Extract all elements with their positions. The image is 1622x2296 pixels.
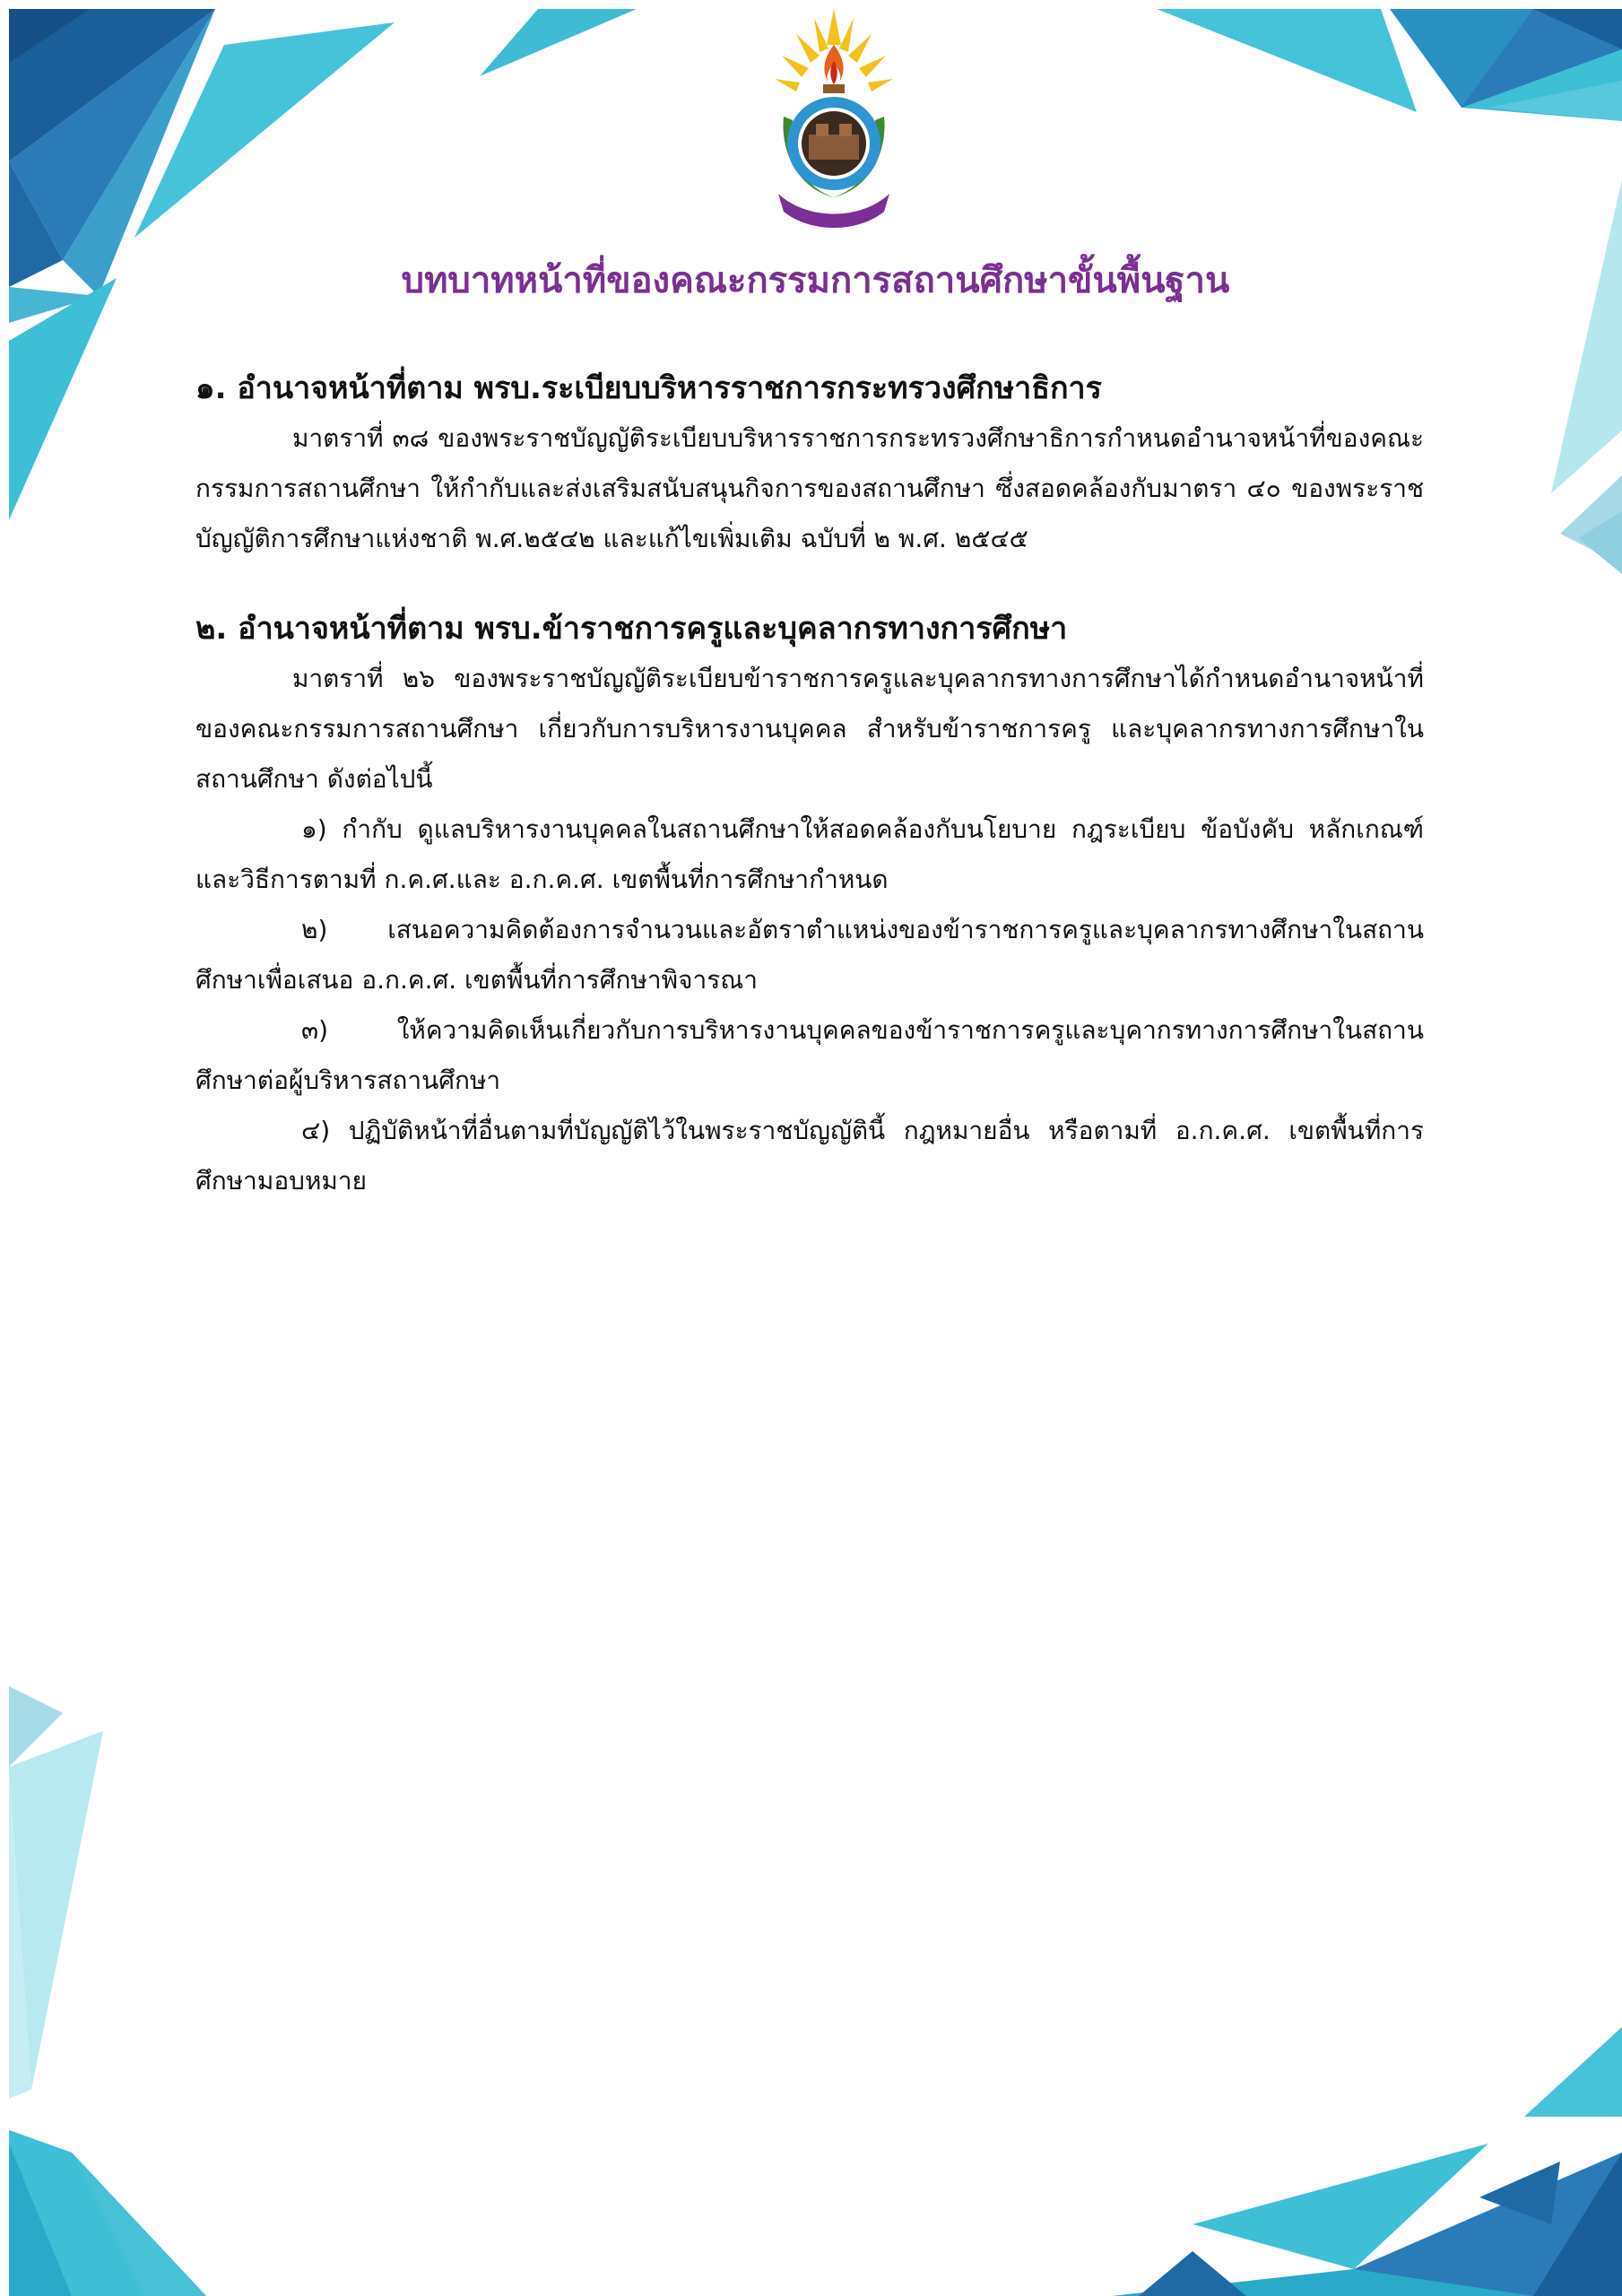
section-2 — [195, 604, 1424, 1206]
document-body — [195, 363, 1424, 1246]
section-1 — [195, 363, 1424, 564]
list-item: ๒) เสนอความคิดต้องการจำนวนและอัตราตำแหน่งของข้าราชการครูและบุคลากรทางศึกษาในสถานศึกษาเพื่อเสนอ อ.ก.ค.ศ. เขตพื้นที่การศึกษาพิจารณา — [195, 915, 1424, 995]
section-heading: ๒. อำนาจหน้าที่ตาม พรบ.ข้าราชการครูและบุคลากรทางการศึกษา — [195, 611, 1068, 647]
document-page — [9, 9, 1622, 2296]
section-paragraph: มาตราที่ ๓๘ ของพระราชบัญญัติระเบียบบริหารราชการกระทรวงศึกษาธิการกำหนดอำนาจหน้าที่ของคณะกรรมการสถานศึกษา ให้กำกับและส่งเสริมสนับสนุนกิจการของสถานศึกษา ซึ่งสอดคล้องกับมาตรา ๔๐ ของพระราชบัญญัติการศึกษาแห่งชาติ พ.ศ.๒๕๔๒ และแก้ไขเพิ่มเติม ฉบับที่ ๒ พ.ศ. ๒๕๔๕ — [195, 423, 1424, 553]
page-title: บทบาทหน้าที่ของคณะกรรมการสถานศึกษาขั้นพื้นฐาน — [401, 260, 1230, 301]
list-item: ๑) กำกับ ดูแลบริหารงานบุคคลในสถานศึกษาให้สอดคล้องกับนโยบาย กฎระเบียบ ข้อบังคับ หลักเกณฑ์และวิธีการตามที่ ก.ค.ศ.และ อ.ก.ค.ศ. เขตพื้นที่การศึกษากำหนด — [195, 814, 1424, 894]
list-item: ๓) ให้ความคิดเห็นเกี่ยวกับการบริหารงานบุคคลของข้าราชการครูและบุคากรทางการศึกษาในสถานศึกษาต่อผู้บริหารสถานศึกษา — [195, 1015, 1424, 1095]
section-heading: ๑. อำนาจหน้าที่ตาม พรบ.ระเบียบบริหารราชการกระทรวงศึกษาธิการ — [195, 370, 1102, 406]
list-item: ๔) ปฏิบัติหน้าที่อื่นตามที่บัญญัติไว้ในพระราชบัญญัตินี้ กฎหมายอื่น หรือตามที่ อ.ก.ค.ศ. เขตพื้นที่การศึกษามอบหมาย — [195, 1116, 1424, 1196]
section-paragraph: มาตราที่ ๒๖ ของพระราชบัญญัติระเบียบข้าราชการครูและบุคลากรทางการศึกษาได้กำหนดอำนาจหน้าที่ของคณะกรรมการสถานศึกษา เกี่ยวกับการบริหารงานบุคคล สำหรับข้าราชการครู และบุคลากรทางการศึกษาในสถานศึกษา ดังต่อไปนี้ — [195, 664, 1424, 794]
school-emblem-icon — [762, 9, 906, 235]
